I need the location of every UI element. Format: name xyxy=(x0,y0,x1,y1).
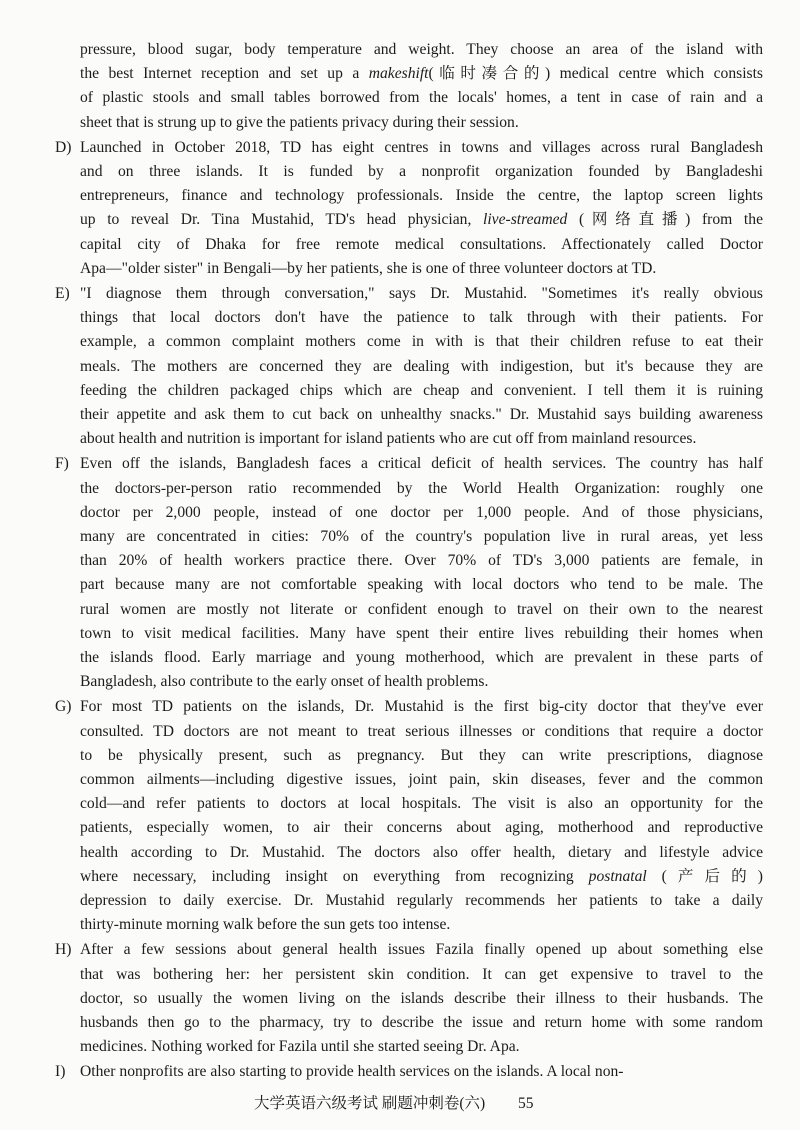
paragraph-letter: I) xyxy=(55,1063,66,1081)
text-line: up to reveal Dr. Tina Mustahid, TD's head physician, live-streamed (网络直播) from the xyxy=(80,211,763,229)
footer-title: 大学英语六级考试 刷题冲刺卷(六) xyxy=(254,1095,486,1112)
text-line: Apa—"older sister" in Bengali—by her patients, she is one of three volunteer doctors at TD. xyxy=(80,259,657,277)
paragraph-letter: E) xyxy=(55,285,70,302)
text-line: of plastic stools and small tables borrowed from the locals' homes, a tent in case of rain and a xyxy=(80,89,763,107)
text-line: capital city of Dhaka for free remote medical consultations. Affectionately called Doctor xyxy=(80,235,763,253)
text-line: the doctors-per-person ratio recommended by the World Health Organization: roughly one xyxy=(80,479,763,497)
page-footer xyxy=(0,1091,800,1117)
text-line: doctor, so usually the women living on the islands describe their illness to their husbands. The xyxy=(80,989,763,1007)
text-line: pressure, blood sugar, body temperature and weight. They choose an area of the island with xyxy=(80,41,763,58)
glossed-term: postnatal xyxy=(588,867,647,885)
text-line: that was bothering her: her persistent skin condition. It can get expensive to travel to the xyxy=(80,965,763,983)
text-line: husbands then go to the pharmacy, try to describe the issue and return home with some random xyxy=(80,1013,763,1031)
text-line: part because many are not comfortable speaking with local doctors who tend to be male. The xyxy=(80,576,763,594)
text-line: Even off the islands, Bangladesh faces a critical deficit of health services. The country has half xyxy=(80,455,763,473)
text-line: many are concentrated in cities: 70% of the country's population live in rural areas, yet less xyxy=(80,527,763,545)
text-line: medicines. Nothing worked for Fazila until she started seeing Dr. Apa. xyxy=(80,1038,520,1056)
text-line: Launched in October 2018, TD has eight centres in towns and villages across rural Bangladesh xyxy=(80,138,763,156)
text-line: the best Internet reception and set up a makeshift(临时凑合的) medical centre which consists xyxy=(80,65,763,83)
text-line: For most TD patients on the islands, Dr. Mustahid is the first big-city doctor that they've ever xyxy=(80,698,763,716)
text-line: their appetite and ask them to cut back on unhealthy snacks." Dr. Mustahid says building awareness xyxy=(80,406,763,423)
text-line: thirty-minute morning walk before the sun gets too intense. xyxy=(80,916,451,934)
text-line: things that local doctors don't have the patience to talk through with their patients. For xyxy=(80,309,763,327)
text-line: depression to daily exercise. Dr. Mustahid regularly recommends her patients to take a daily xyxy=(80,891,763,909)
text-line: "I diagnose them through conversation," says Dr. Mustahid. "Sometimes it's really obvious xyxy=(80,285,763,302)
text-line: town to visit medical facilities. Many have spent their entire lives rebuilding their homes when xyxy=(80,624,763,642)
text-line: cold—and refer patients to doctors at local hospitals. The visit is also an opportunity for the xyxy=(80,795,763,813)
text-line: example, a common complaint mothers come in with is that their children refuse to eat their xyxy=(80,333,763,351)
text-line: entrepreneurs, finance and technology professionals. Inside the centre, the laptop screen lights xyxy=(80,187,763,205)
text-line: feeding the children packaged chips which are cheap and convenient. I tell them it is ruining xyxy=(80,381,763,399)
text-line: sheet that is strung up to give the patients privacy during their session. xyxy=(80,113,519,131)
paragraph-letter: D) xyxy=(55,138,72,156)
text-line: doctor per 2,000 people, instead of one doctor per 1,000 people. And of those physicians, xyxy=(80,503,763,521)
glossed-term: makeshift xyxy=(368,65,429,83)
text-line: health according to Dr. Mustahid. The doctors also offer health, dietary and lifestyle advice xyxy=(80,843,763,861)
text-line: and on three islands. It is funded by a nonprofit organization founded by Bangladeshi xyxy=(80,162,763,180)
page-number: 55 xyxy=(518,1095,534,1112)
text-line: Other nonprofits are also starting to provide health services on the islands. A local non- xyxy=(80,1063,624,1081)
text-line: than 20% of health workers practice there. Over 70% of TD's 3,000 patients are female, in xyxy=(80,552,763,570)
text-line: After a few sessions about general health issues Fazila finally opened up about something else xyxy=(80,941,763,959)
text-line: common ailments—including digestive issues, joint pain, skin diseases, fever and the common xyxy=(80,770,763,788)
paragraph-letter: G) xyxy=(55,698,72,716)
text-line: patients, especially women, to air their concerns about aging, motherhood and reproductive xyxy=(80,819,763,837)
text-line: meals. The mothers are concerned they are dealing with indigestion, but it's because they are xyxy=(80,357,763,375)
paragraph-letter: H) xyxy=(55,941,72,959)
text-line: about health and nutrition is important for island patients who are cut off from mainland resources. xyxy=(80,430,697,448)
text-line: where necessary, including insight on everything from recognizing postnatal (产后的) xyxy=(80,867,763,885)
text-line: rural women are mostly not literate or confident enough to travel on their own to the nearest xyxy=(80,600,763,618)
text-line: to be physically present, such as pregnancy. But they can write prescriptions, diagnose xyxy=(80,746,763,764)
text-line: the islands flood. Early marriage and young motherhood, which are prevalent in these parts of xyxy=(80,648,763,666)
text-line: consulted. TD doctors are not meant to treat serious illnesses or conditions that require a doctor xyxy=(80,722,763,740)
paragraph-letter: F) xyxy=(55,455,69,473)
text-line: Bangladesh, also contribute to the early onset of health problems. xyxy=(80,673,489,691)
glossed-term: live-streamed xyxy=(483,211,568,229)
